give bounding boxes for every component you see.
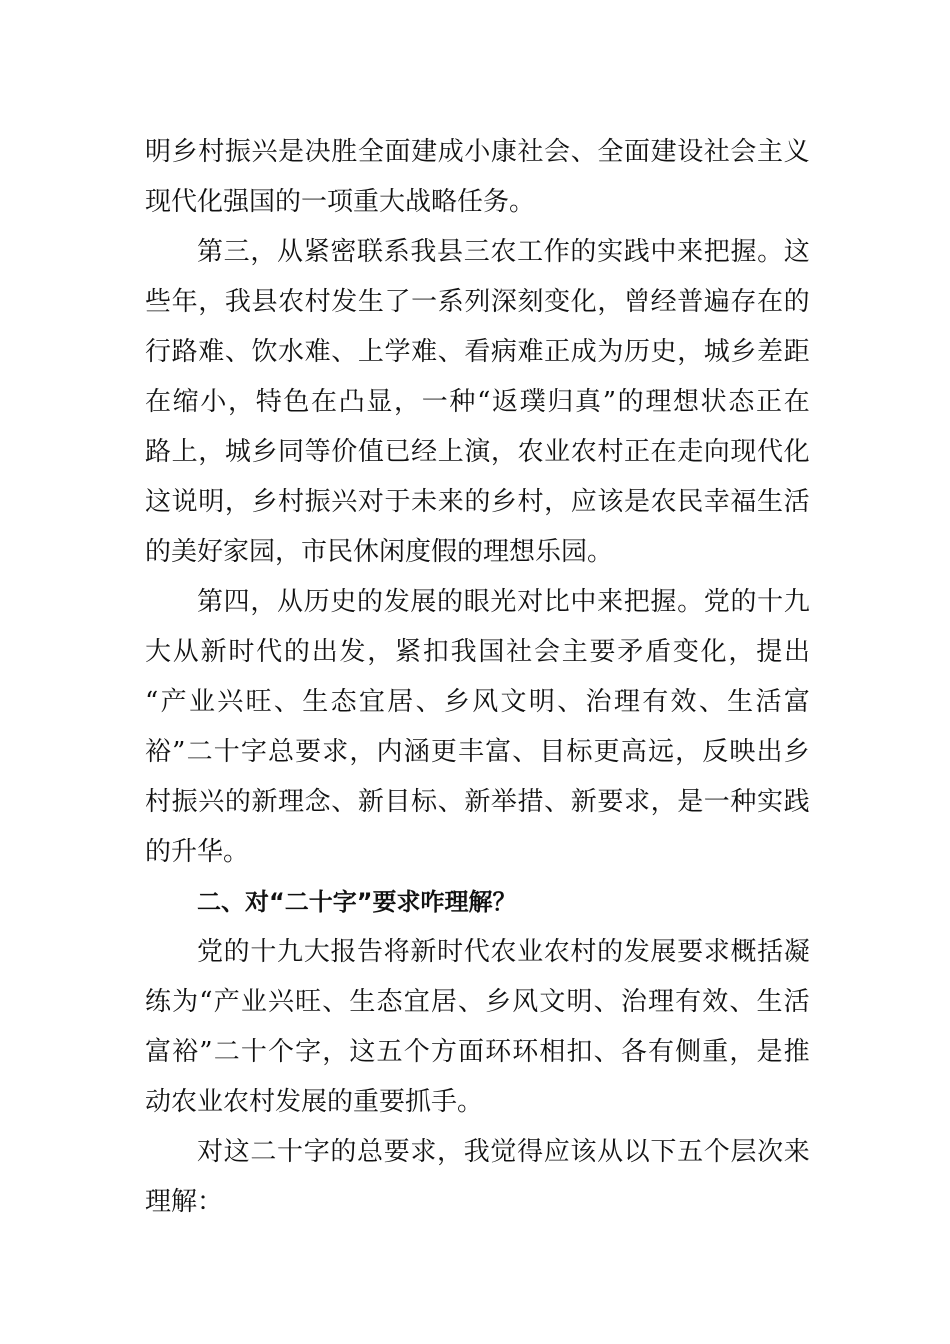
text-line: 的升华。 bbox=[145, 837, 250, 867]
text-line: 村 振 兴 的 新 理 念 、 新 目 标 、 新 举 措 、 新 要 求 ， 是 一 种 实 践 bbox=[145, 787, 810, 817]
text-line: 的美好家园，市民休闲度假的理想乐园。 bbox=[145, 537, 614, 567]
text-line: 大 从 新 时 代 的 出 发 ， 紧 扣 我 国 社 会 主 要 矛 盾 变 化 ， 提 出 bbox=[145, 637, 810, 667]
text-line: 这 说 明 ， 乡 村 振 兴 对 于 未 来 的 乡 村 ， 应 该 是 农 民 幸 福 生 活 bbox=[145, 487, 810, 517]
text-line: 富 裕 ” 二 十 个 字 ， 这 五 个 方 面 环 环 相 扣 、 各 有 侧 重 ， 是 推 bbox=[145, 1037, 810, 1067]
text-line: 第 四 ， 从 历 史 的 发 展 的 眼 光 对 比 中 来 把 握 。 党 的 十 九 bbox=[197, 587, 810, 617]
text-line: 路 上 ， 城 乡 同 等 价 值 已 经 上 演 ， 农 业 农 村 正 在 走 向 现 代 化 bbox=[145, 437, 810, 467]
section-heading: 二、对“二十字”要求咋理解？ bbox=[197, 888, 517, 916]
body-text bbox=[145, 127, 810, 1227]
text-line: 些 年 ， 我 县 农 村 发 生 了 一 系 列 深 刻 变 化 ， 曾 经 普 遍 存 在 的 bbox=[145, 287, 810, 317]
text-line: 现代化强国的一项重大战略任务。 bbox=[145, 187, 536, 217]
text-line: 行 路 难 、 饮 水 难 、 上 学 难 、 看 病 难 正 成 为 历 史 ， 城 乡 差 距 bbox=[145, 337, 810, 367]
text-line: 在 缩 小 ， 特 色 在 凸 显 ， 一 种 “ 返 璞 归 真 ” 的 理 想 状 态 正 在 bbox=[145, 387, 810, 417]
text-line: 第 三 ， 从 紧 密 联 系 我 县 三 农 工 作 的 实 践 中 来 把 握 。 这 bbox=[197, 237, 810, 267]
text-line: 裕 ” 二 十 字 总 要 求 ， 内 涵 更 丰 富 、 目 标 更 高 远 ， 反 映 出 乡 bbox=[145, 737, 810, 767]
text-line: 理解： bbox=[145, 1187, 224, 1217]
text-line: 对 这 二 十 字 的 总 要 求 ， 我 觉 得 应 该 从 以 下 五 个 层 次 来 bbox=[197, 1137, 810, 1167]
text-line: 动农业农村发展的重要抓手。 bbox=[145, 1087, 484, 1117]
text-line: 明 乡 村 振 兴 是 决 胜 全 面 建 成 小 康 社 会 、 全 面 建 设 社 会 主 义 bbox=[145, 137, 810, 167]
text-line: “ 产 业 兴 旺 、 生 态 宜 居 、 乡 风 文 明 、 治 理 有 效 、 生 活 富 bbox=[145, 687, 810, 717]
text-line: 党 的 十 九 大 报 告 将 新 时 代 农 业 农 村 的 发 展 要 求 概 括 凝 bbox=[197, 937, 810, 967]
text-line: 练 为 “ 产 业 兴 旺 、 生 态 宜 居 、 乡 风 文 明 、 治 理 有 效 、 生 活 bbox=[145, 987, 810, 1017]
